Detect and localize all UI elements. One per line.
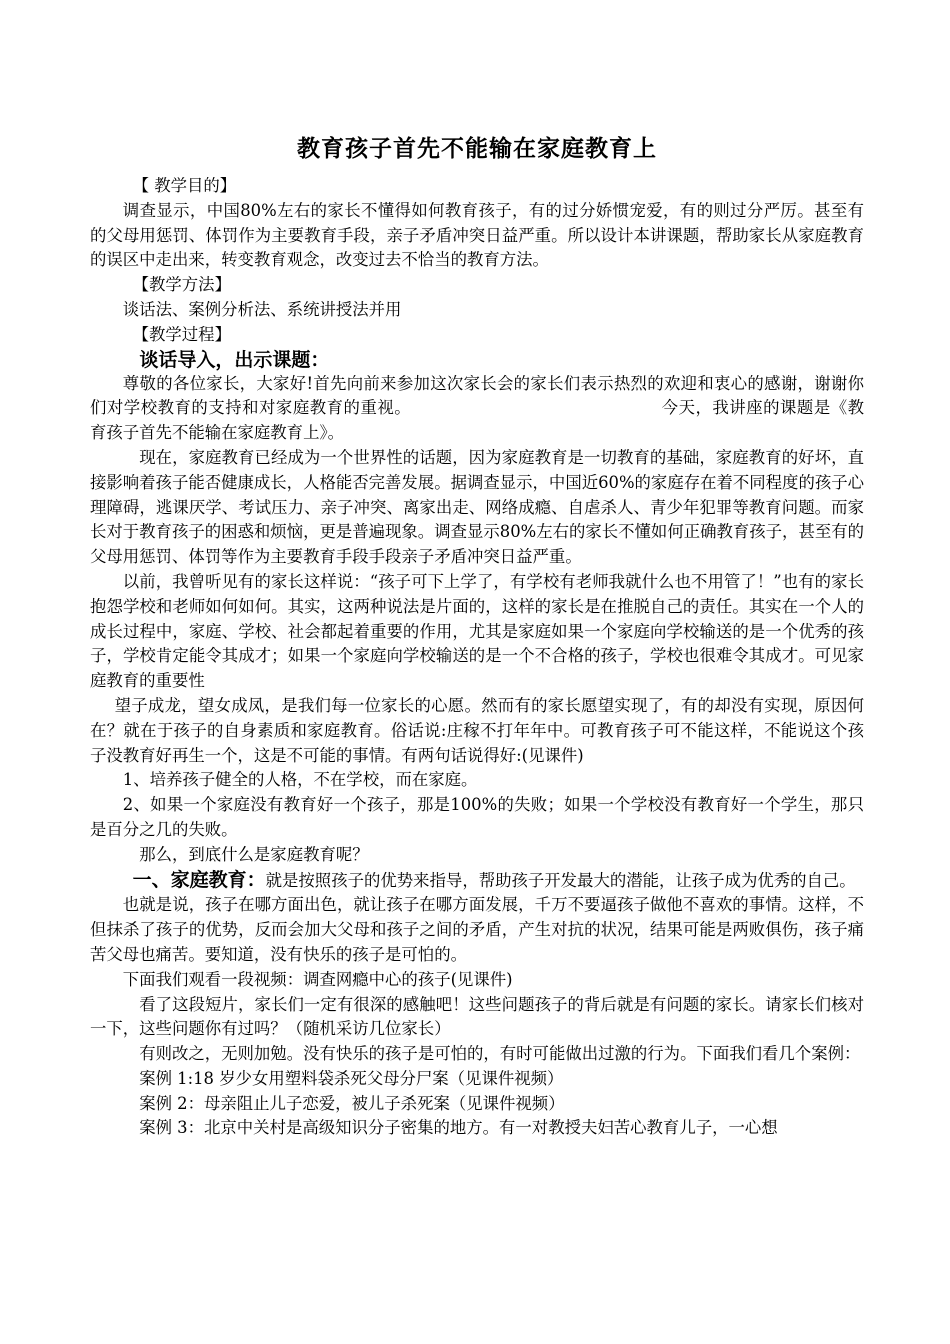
paragraph: 调查显示，中国80%左右的家长不懂得如何教育孩子，有的过分娇惯宠爱，有的则过分严厉。甚至有的父母用惩罚、体罚作为主要教育手段，亲子矛盾冲突日益严重。所以设计本讲课题，帮助家长从家庭教育的误区中走出来，转变教育观念，改变过去不恰当的教育方法。 <box>90 200 864 270</box>
case-item: 案例 2：母亲阻止儿子恋爱，被儿子杀死案（见课件视频） <box>139 1093 565 1113</box>
section-label-process: 【教学过程】 <box>132 324 231 344</box>
document-title: 教育孩子首先不能输在家庭教育上 <box>297 136 657 162</box>
paragraph: 也就是说，孩子在哪方面出色，就让孩子在哪方面发展，千万不要逼孩子做他不喜欢的事情。这样，不但抹杀了孩子的优势，反而会加大父母和孩子之间的矛盾，产生对抗的状况，结果可能是两败俱伤，孩子痛苦父母也痛苦。要知道，没有快乐的孩子是可怕的。 <box>90 895 864 964</box>
paragraph: 下面我们观看一段视频：调查网瘾中心的孩子(见课件) <box>122 969 513 989</box>
paragraph: 谈话法、案例分析法、系统讲授法并用 <box>122 299 402 319</box>
heading-intro: 谈话导入，出示课题： <box>139 348 330 371</box>
paragraph <box>90 372 864 446</box>
paragraph-part: 就是按照孩子的优势来指导，帮助孩子开发最大的潜能，让孩子成为优秀的自己。 <box>265 870 856 890</box>
paragraph: 那么，到底什么是家庭教育呢？ <box>139 844 369 864</box>
heading-family-education: 一、家庭教育： <box>132 868 266 891</box>
paragraph: 有则改之，无则加勉。没有快乐的孩子是可怕的，有时可能做出过激的行为。下面我们看几个案例： <box>139 1044 861 1064</box>
paragraph: 看了这段短片，家长们一定有很深的感触吧！这些问题孩子的背后就是有问题的家长。请家长们核对一下，这些问题你有过吗？（随机采访几位家长） <box>90 994 864 1039</box>
list-item: 1、培养孩子健全的人格，不在学校，而在家庭。 <box>122 770 478 790</box>
paragraph: 以前，我曾听见有的家长这样说：“孩子可下上学了，有学校有老师我就什么也不用管了！”也有的家长抱怨学校和老师如何如何。其实，这两种说法是片面的，这样的家长是在推脱自己的责任。其实在一个人的成长过程中，家庭、学校、社会都起着重要的作用，尤其是家庭如果一个家庭向学校输送的是一个优秀的孩子，学校肯定能令其成才；如果一个家庭向学校输送的是一个不合格的孩子，学校也很难令其成才。可见家庭教育的重要性 <box>90 571 864 691</box>
section-label-method: 【教学方法】 <box>132 275 231 295</box>
paragraph <box>90 868 864 894</box>
case-item: 案例 3：北京中关村是高级知识分子密集的地方。有一对教授夫妇苦心教育儿子，一心想 <box>139 1118 778 1138</box>
paragraph-part: 尊敬的各位家长，大家好!首先向前来参加这次家长会的家长们表示热烈的欢迎和衷心的感谢，谢谢你们对学校教育的支持和对家庭教育的重视。 <box>90 373 864 418</box>
case-item: 案例 1:18 岁少女用塑料袋杀死父母分尸案（见课件视频） <box>139 1068 564 1088</box>
paragraph: 现在，家庭教育已经成为一个世界性的话题，因为家庭教育是一切教育的基础，家庭教育的好坏，直接影响着孩子能否健康成长，人格能否完善发展。据调查显示，中国近60%的家庭存在着不同程度的孩子心理障碍，逃课厌学、考试压力、亲子冲突、离家出走、网络成瘾、自虐杀人、青少年犯罪等教育问题。而家长对于教育孩子的困惑和烦恼，更是普遍现象。调查显示80%左右的家长不懂如何正确教育孩子，甚至有的父母用惩罚、体罚等作为主要教育手段手段亲子矛盾冲突日益严重。 <box>90 447 865 567</box>
section-label-purpose: 【 教学目的】 <box>132 176 237 195</box>
paragraph: 望子成龙，望女成凤，是我们每一位家长的心愿。然而有的家长愿望实现了，有的却没有实现，原因何在？就在于孩子的自身素质和家庭教育。俗话说:庄稼不打年年中。可教育孩子可不能这样，不能说这个孩子没教育好再生一个，这是不可能的事情。有两句话说得好:(见课件) <box>90 695 864 765</box>
paragraph-part: 今天，我讲座的课题是《教育孩子首先不能输在家庭教育上》。 <box>90 398 865 443</box>
list-item: 2、如果一个家庭没有教育好一个孩子，那是100%的失败；如果一个学校没有教育好一个学生，那只是百分之几的失败。 <box>90 795 864 839</box>
